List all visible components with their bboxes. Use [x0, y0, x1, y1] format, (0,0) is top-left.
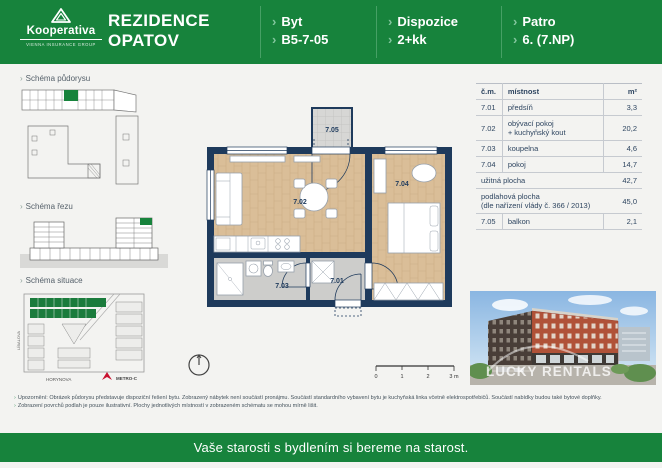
- table-row: 7.02 obývací pokoj + kuchyňský kout 20,2: [476, 116, 642, 141]
- layout-label: Dispozice: [397, 14, 459, 29]
- footer-slogan: Vaše starosti s bydlením si bereme na starost.: [193, 440, 469, 455]
- unit-label: Byt: [281, 14, 303, 29]
- table-summary-row: užitná plocha 42,7: [476, 173, 642, 189]
- svg-text:2: 2: [426, 374, 430, 380]
- street-libalova-label: LÍBALOVA: [16, 330, 21, 350]
- disclaimer: [14, 394, 660, 410]
- layout-value: 2+kk: [397, 32, 427, 47]
- tree: [624, 364, 656, 382]
- header-bar: [0, 0, 662, 64]
- chevron-icon: ›: [20, 74, 23, 83]
- toilet: [264, 266, 273, 277]
- chevron-icon: ›: [272, 32, 277, 47]
- chevron-icon: ›: [14, 403, 16, 409]
- toilet-tank: [264, 261, 273, 265]
- logo-subbrand-text: VIENNA INSURANCE GROUP: [26, 42, 96, 47]
- chair: [326, 179, 337, 188]
- info-unit: [272, 13, 328, 49]
- disclaimer-line1: › Upozornění: Obrázek půdorysu představuje dispoziční řešení bytu. Zobrazený nábytek není součástí pronájmu. Součástí standardního vybavení bytu je kuchyňská linka včetně elektrospotřebičů. Součástí nabídky budou také bytové doplňky.: [14, 395, 602, 401]
- watermark-text: LUCKY RENTALS: [486, 364, 612, 379]
- schema-rez-drawing: [16, 214, 172, 272]
- table-header-row: [476, 84, 642, 100]
- title-line2: OPATOV: [108, 31, 180, 50]
- table-row: 7.05 balkon 2,1: [476, 214, 642, 230]
- pillow: [430, 206, 438, 226]
- col-area-header: m²: [627, 87, 637, 96]
- metro-label: METRO-C: [116, 376, 137, 381]
- closet: [374, 159, 386, 193]
- header-divider: [376, 6, 377, 58]
- table-row: 7.03 koupelna 4,6: [476, 141, 642, 157]
- floor-value: 6. (7.NP): [522, 32, 575, 47]
- table-summary-row: podlahová plocha (dle nařízení vlády č. 366 / 2013) 45,0: [476, 189, 642, 214]
- schema-pudorys-drawing: [16, 86, 172, 196]
- title-line1: REZIDENCE: [108, 11, 210, 30]
- metro-icon: [102, 372, 112, 380]
- info-layout: [388, 13, 458, 49]
- svg-text:3 m: 3 m: [449, 374, 459, 380]
- chevron-icon: ›: [14, 395, 16, 401]
- chair: [326, 209, 337, 218]
- svg-text:7.04: 7.04: [395, 181, 409, 188]
- svg-text:7.02: 7.02: [293, 199, 307, 206]
- schema-situace-label: › Schéma situace: [20, 276, 83, 285]
- svg-text:7.03: 7.03: [275, 283, 289, 290]
- logo-brand-text: Kooperativa: [26, 25, 96, 37]
- pillow: [430, 231, 438, 251]
- floor-label: Patro: [522, 14, 556, 29]
- svg-text:7.01: 7.01: [330, 278, 344, 285]
- chevron-icon: ›: [513, 32, 518, 47]
- armchair: [412, 164, 436, 182]
- building-photo: [470, 291, 656, 385]
- footer-slogan-bar: [0, 433, 662, 462]
- chevron-icon: ›: [388, 14, 393, 29]
- logo-triangle-icon: [50, 7, 72, 24]
- fridge: [216, 238, 230, 250]
- chevron-icon: ›: [388, 32, 393, 47]
- chevron-icon: ›: [513, 14, 518, 29]
- room-area-table: [476, 83, 642, 230]
- col-room-header: místnost: [502, 84, 603, 100]
- street-horynova-label: HORYNOVA: [46, 377, 72, 382]
- floorplan-drawing: [190, 85, 460, 395]
- table-row: 7.04 pokoj 14,7: [476, 157, 642, 173]
- schema-pudorys-label: › Schéma půdorysu: [20, 74, 91, 83]
- chevron-icon: ›: [20, 202, 23, 211]
- kooperativa-logo: [18, 7, 104, 47]
- table-row: 7.01 předsíň 3,3: [476, 100, 642, 116]
- page-title: [108, 11, 210, 51]
- svg-text:7.05: 7.05: [325, 127, 339, 134]
- chair: [294, 179, 305, 188]
- disclaimer-line2: › Zobrazení povrchů podlah je pouze ilustrativní. Plochy jednotlivých místností v zobrazeném schématu se mohou mírně lišit.: [14, 403, 318, 409]
- north-arrow-icon: [186, 352, 212, 378]
- distant-building: [618, 327, 650, 361]
- info-floor: [513, 13, 574, 49]
- schema-rez-label: › Schéma řezu: [20, 202, 73, 211]
- svg-text:1: 1: [400, 374, 404, 380]
- chevron-icon: ›: [272, 14, 277, 29]
- header-divider: [260, 6, 261, 58]
- header-divider: [501, 6, 502, 58]
- unit-value: B5-7-05: [281, 32, 329, 47]
- chevron-icon: ›: [20, 276, 23, 285]
- col-number-header: č.m.: [476, 84, 502, 100]
- schema-situace-drawing: [16, 288, 172, 384]
- scale-bar: [374, 362, 464, 380]
- chair: [294, 209, 305, 218]
- svg-text:0: 0: [374, 374, 378, 380]
- logo-rule: [20, 39, 102, 40]
